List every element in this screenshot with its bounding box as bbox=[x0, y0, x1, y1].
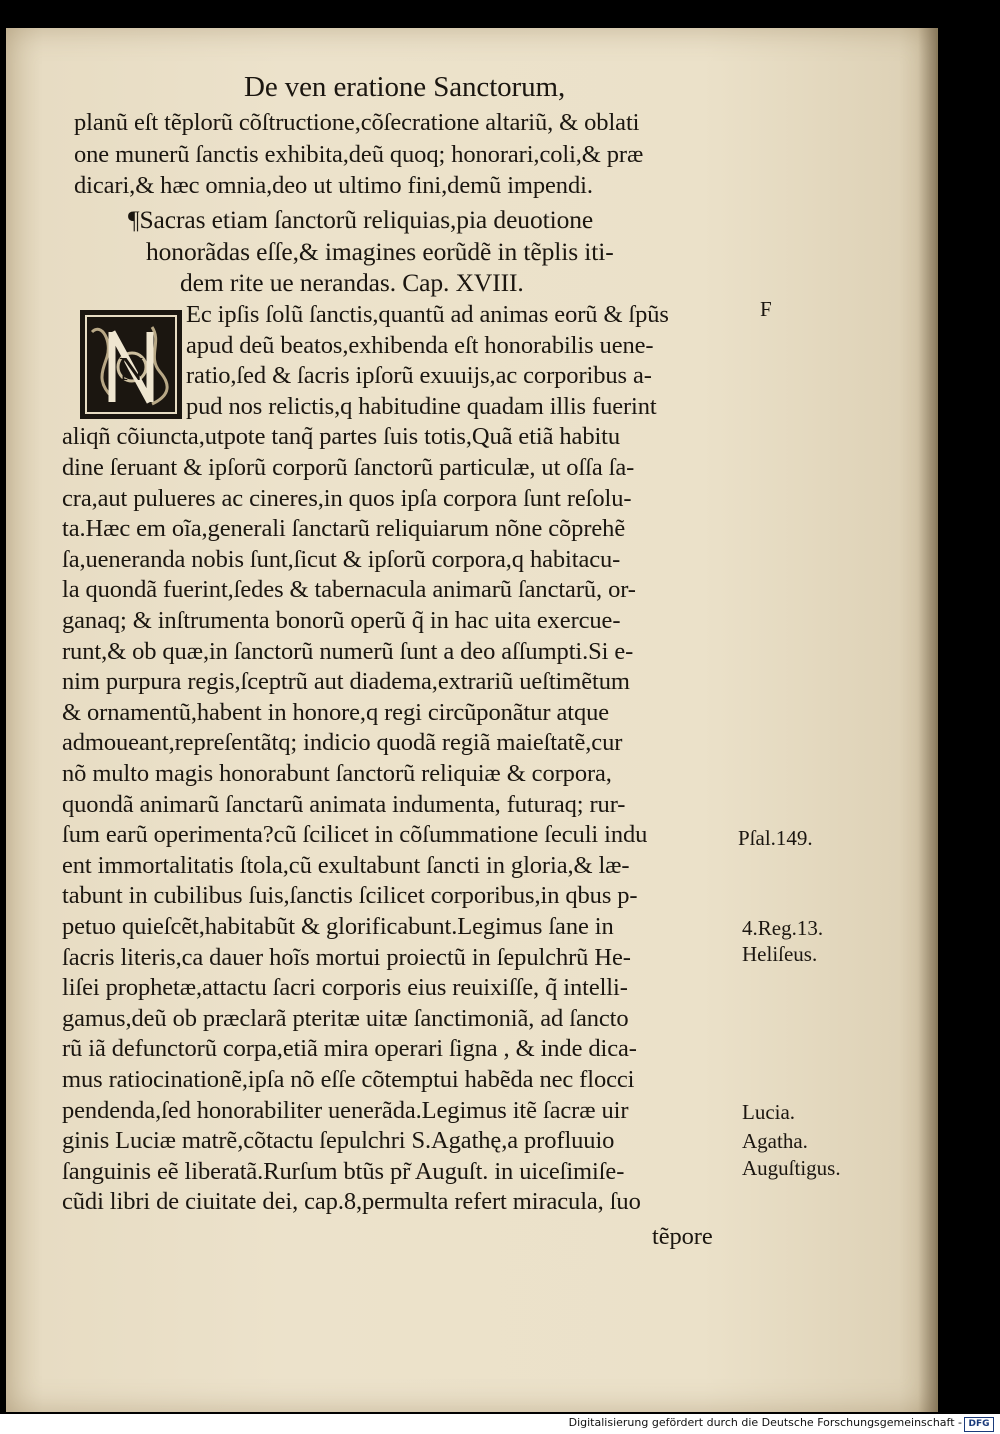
margin-letter-mark: F bbox=[760, 297, 772, 321]
footer-credit: Digitalisierung gefördert durch die Deutsche Forschungsgemeinschaft - bbox=[568, 1416, 962, 1429]
text-line: planũ eſt tẽplorũ cõſtructione,cõſecratione altariũ, & oblati bbox=[74, 109, 640, 136]
text-line: dine ſeruant & ipſorũ corporũ ſanctorũ particulæ, ut oſſa ſa- bbox=[62, 454, 635, 481]
margin-note-agatha: Agatha. bbox=[742, 1129, 808, 1153]
text-line: aliqñ cõiuncta,utpote tanq̃ partes ſuis totis,Quã etiã habitu bbox=[62, 423, 621, 451]
text-line: gamus,deũ ob præclarã pteritæ uitæ ſanctimoniã, ad ſancto bbox=[62, 1004, 629, 1032]
decorated-initial-n bbox=[80, 310, 182, 419]
text-line: ſanguinis eẽ liberatã.Rurſum btũs pr̃ Auguſt. in uiceſimiſe- bbox=[62, 1157, 625, 1185]
heading-line: dem rite ue nerandas. Cap. XVIII. bbox=[180, 268, 524, 297]
footer-bar bbox=[0, 1414, 1000, 1434]
text-line: nim purpura regis,ſceptrũ aut diadema,extrariũ ueſtimẽtum bbox=[62, 668, 630, 696]
text-line: ſa,ueneranda nobis ſunt,ſicut & ipſorũ corpora,q habitacu- bbox=[62, 545, 621, 573]
text-line: nõ multo magis honorabunt ſanctorũ reliquiæ & corpora, bbox=[62, 760, 612, 787]
catchword: tẽpore bbox=[652, 1223, 713, 1250]
heading-line: ¶Sacras etiam ſanctorũ reliquias,pia deuotione bbox=[128, 205, 594, 234]
text-line: cũdi libri de ciuitate dei, cap.8,permulta refert miracula, ſuo bbox=[62, 1188, 641, 1216]
text-line: liſei prophetæ,attactu ſacri corporis eius reuixiſſe, q̃ intelli- bbox=[62, 974, 628, 1002]
text-line: ratio,ſed & ſacris ipſorũ exuuijs,ac corporibus a- bbox=[186, 362, 652, 390]
svg-text:N: N bbox=[118, 351, 144, 388]
text-line: ganaq; & inſtrumenta bonorũ operũ q̃ in hac uita exercue- bbox=[62, 607, 621, 634]
initial-ornament-icon bbox=[82, 312, 180, 417]
text-line: runt,& ob quæ,in ſanctorũ numerũ ſunt a deo aſſumpti.Si e- bbox=[62, 637, 634, 665]
margin-note-augustinus: Auguſtigus. bbox=[742, 1156, 841, 1180]
text-line: cra,aut pulueres ac cineres,in quos ipſa corpora ſunt reſolu- bbox=[62, 484, 632, 512]
margin-note-reg: 4.Reg.13. bbox=[742, 916, 824, 940]
text-line: & ornamentũ,habent in honore,q regi circũponãtur atque bbox=[62, 698, 610, 726]
text-line: rũ iã defunctorũ corpa,etiã mira operari ſigna , & inde dica- bbox=[62, 1035, 637, 1063]
text-line: one munerũ ſanctis exhibita,deũ quoq; honorari,coli,& præ bbox=[74, 140, 644, 168]
text-line: ginis Luciæ matrẽ,cõtactu ſepulchri S.Agathę,a profluuio bbox=[62, 1127, 615, 1155]
text-line: tabunt in cubilibus ſuis,ſanctis ſcilicet corporibus,in qbus p- bbox=[62, 882, 638, 910]
page-edge-shadow bbox=[918, 28, 936, 1412]
text-line: ſum earũ operimenta?cũ ſcilicet in cõſummatione ſeculi indu bbox=[62, 821, 648, 849]
text-line: admoueant,repreſentãtq; indicio quodã regiã maieſtatẽ,cur bbox=[62, 729, 623, 757]
text-line: mus ratiocinationẽ,ipſa nõ eſſe cõtemptui habẽda nec flocci bbox=[62, 1066, 635, 1093]
running-head: De ven eratione Sanctorum, bbox=[244, 71, 566, 103]
text-line: pendenda,ſed honorabiliter uenerãda.Legimus itẽ ſacræ uir bbox=[62, 1096, 629, 1124]
text-line: petuo quieſcẽt,habitabũt & glorificabunt.Legimus ſane in bbox=[62, 913, 614, 940]
text-line: ta.Hæc em oĩa,generali ſanctarũ reliquiarum nõne cõprehẽ bbox=[62, 515, 626, 543]
text-line: ent immortalitatis ſtola,cũ exultabunt ſancti in gloria,& læ- bbox=[62, 851, 630, 879]
margin-note-lucia: Lucia. bbox=[742, 1100, 796, 1124]
text-line: apud deũ beatos,exhibenda eſt honorabilis uene- bbox=[186, 331, 654, 359]
dfg-logo: DFG bbox=[964, 1417, 994, 1432]
text-line: Ec ipſis ſolũ ſanctis,quantũ ad animas eorũ & ſpũs bbox=[186, 301, 669, 328]
margin-note-heliseus: Heliſeus. bbox=[742, 942, 818, 966]
text-line: ſacris literis,ca dauer hoĩs mortui proiectũ in ſepulchrũ He- bbox=[62, 943, 631, 971]
text-line: pud nos relictis,q habitudine quadam illis fuerint bbox=[186, 392, 657, 420]
text-line: quondã animarũ ſanctarũ animata indumenta, futuraq; rur- bbox=[62, 790, 626, 818]
heading-line: honorãdas eſſe,& imagines eorũdẽ in tẽplis iti- bbox=[146, 236, 614, 266]
text-line: dicari,& hæc omnia,deo ut ultimo fini,demũ impendi. bbox=[74, 172, 593, 199]
text-line: la quondã fuerint,ſedes & tabernacula animarũ ſanctarũ, or- bbox=[62, 576, 636, 604]
margin-note-psalm: Pſal.149. bbox=[738, 826, 813, 850]
